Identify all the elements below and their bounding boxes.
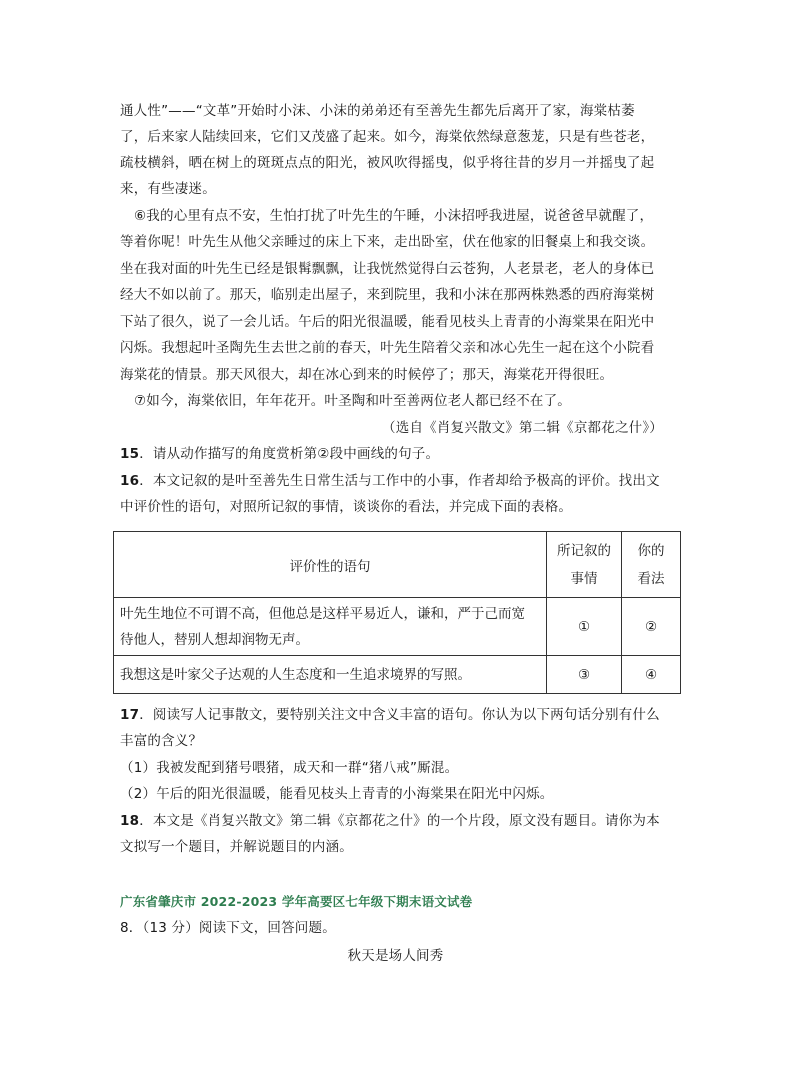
paragraph-line: 下站了很久，说了一会儿话。午后的阳光很温暖，能看见枝头上青青的小海棠果在阳光中	[120, 314, 655, 330]
question-18	[120, 811, 660, 831]
sentence-line1: 叶先生地位不可谓不高，但他总是这样平易近人，谦和，严于己而宽	[120, 605, 525, 622]
exam-section-heading: 广东省肇庆市 2022-2023 学年高要区七年级下期末语文试卷	[120, 894, 473, 909]
event-answer-blank[interactable]: ①	[547, 598, 622, 656]
question-15	[120, 444, 439, 464]
question-17-sub1: （1）我被发配到猪号喂猪，成天和一群“猪八戒”厮混。	[120, 760, 459, 776]
article-title: 秋天是场人间秀	[347, 948, 444, 964]
header-event	[547, 532, 622, 598]
paragraph-line: 等着你呢！叶先生从他父亲睡过的床上下来，走出卧室，伏在他家的旧餐桌上和我交谈。	[120, 234, 655, 250]
question-number: 15	[120, 446, 140, 462]
question-8: 8．（13 分）阅读下文，回答问题。	[120, 920, 336, 936]
question-number: 17	[120, 707, 140, 723]
paragraph-line: 坐在我对面的叶先生已经是银髯飘飘，让我恍然觉得白云苍狗，人老景老，老人的身体已	[120, 261, 655, 277]
question-16	[120, 471, 660, 491]
table-row	[114, 656, 681, 694]
header-opinion-line1: 你的	[637, 542, 665, 559]
paragraph-line: ⑥我的心里有点不安，生怕打扰了叶先生的午睡，小沫招呼我进屋，说爸爸早就醒了，	[134, 208, 654, 224]
table-header-row	[114, 532, 681, 598]
paragraph-line: 经大不如以前了。那天，临别走出屋子，来到院里，我和小沫在那两株熟悉的西府海棠树	[120, 287, 655, 303]
opinion-answer-blank[interactable]: ②	[622, 598, 681, 656]
question-text: ．本文记叙的是叶至善先生日常生活与工作中的小事，作者却给予极高的评价。找出文	[139, 473, 660, 489]
question-18-line2: 文拟写一个题目，并解说题目的内涵。	[120, 839, 353, 855]
event-answer-blank[interactable]: ③	[547, 656, 622, 694]
paragraph-line: 疏枝横斜，晒在树上的斑斑点点的阳光，被风吹得摇曳，似乎将往昔的岁月一并摇曳了起	[120, 155, 655, 171]
paragraph-line: ⑦如今，海棠依旧，年年花开。叶圣陶和叶至善两位老人都已经不在了。	[134, 393, 572, 409]
header-opinion	[622, 532, 681, 598]
question-16-line2: 中评价性的语句，对照所记叙的事情，谈谈你的看法，并完成下面的表格。	[120, 499, 573, 515]
paragraph-line: 来，有些凄迷。	[120, 181, 216, 197]
sentence-cell: 我想这是叶家父子达观的人生态度和一生追求境界的写照。	[114, 656, 547, 694]
sentence-cell	[114, 598, 547, 656]
evaluation-table	[113, 531, 681, 694]
question-text: ．本文是《肖复兴散文》第二辑《京都花之什》的一个片段，原文没有题目。请你为本	[139, 813, 660, 829]
paragraph-line: 闪烁。我想起叶圣陶先生去世之前的春天，叶先生陪着父亲和冰心先生一起在这个小院看	[120, 340, 655, 356]
question-text: ．请从动作描写的角度赏析第②段中画线的句子。	[139, 446, 440, 462]
table-row	[114, 598, 681, 656]
question-17	[120, 705, 660, 725]
header-event-line1: 所记叙的	[557, 542, 611, 559]
paragraph-line: 了，后来家人陆续回来，它们又茂盛了起来。如今，海棠依然绿意葱茏，只是有些苍老，	[120, 129, 655, 145]
header-evaluative-sentence: 评价性的语句	[114, 532, 547, 598]
paragraph-line: 通人性”——“文革”开始时小沫、小沫的弟弟还有至善先生都先后离开了家，海棠枯萎	[120, 103, 635, 119]
header-opinion-line2: 看法	[637, 570, 665, 587]
source-citation: （选自《肖复兴散文》第二辑《京都花之什》）	[382, 420, 663, 436]
question-number: 18	[120, 813, 140, 829]
question-text: ．阅读写人记事散文，要特别关注文中含义丰富的语句。你认为以下两句话分别有什么	[139, 707, 660, 723]
question-17-sub2: （2）午后的阳光很温暖，能看见枝头上青青的小海棠果在阳光中闪烁。	[120, 786, 554, 802]
question-17-line2: 丰富的含义？	[120, 733, 203, 749]
question-number: 16	[120, 473, 140, 489]
opinion-answer-blank[interactable]: ④	[622, 656, 681, 694]
paragraph-line: 海棠花的情景。那天风很大，却在冰心到来的时候停了；那天，海棠花开得很旺。	[120, 367, 614, 383]
header-event-line2: 事情	[570, 570, 598, 587]
sentence-line2: 待他人，替别人想却润物无声。	[120, 631, 309, 648]
